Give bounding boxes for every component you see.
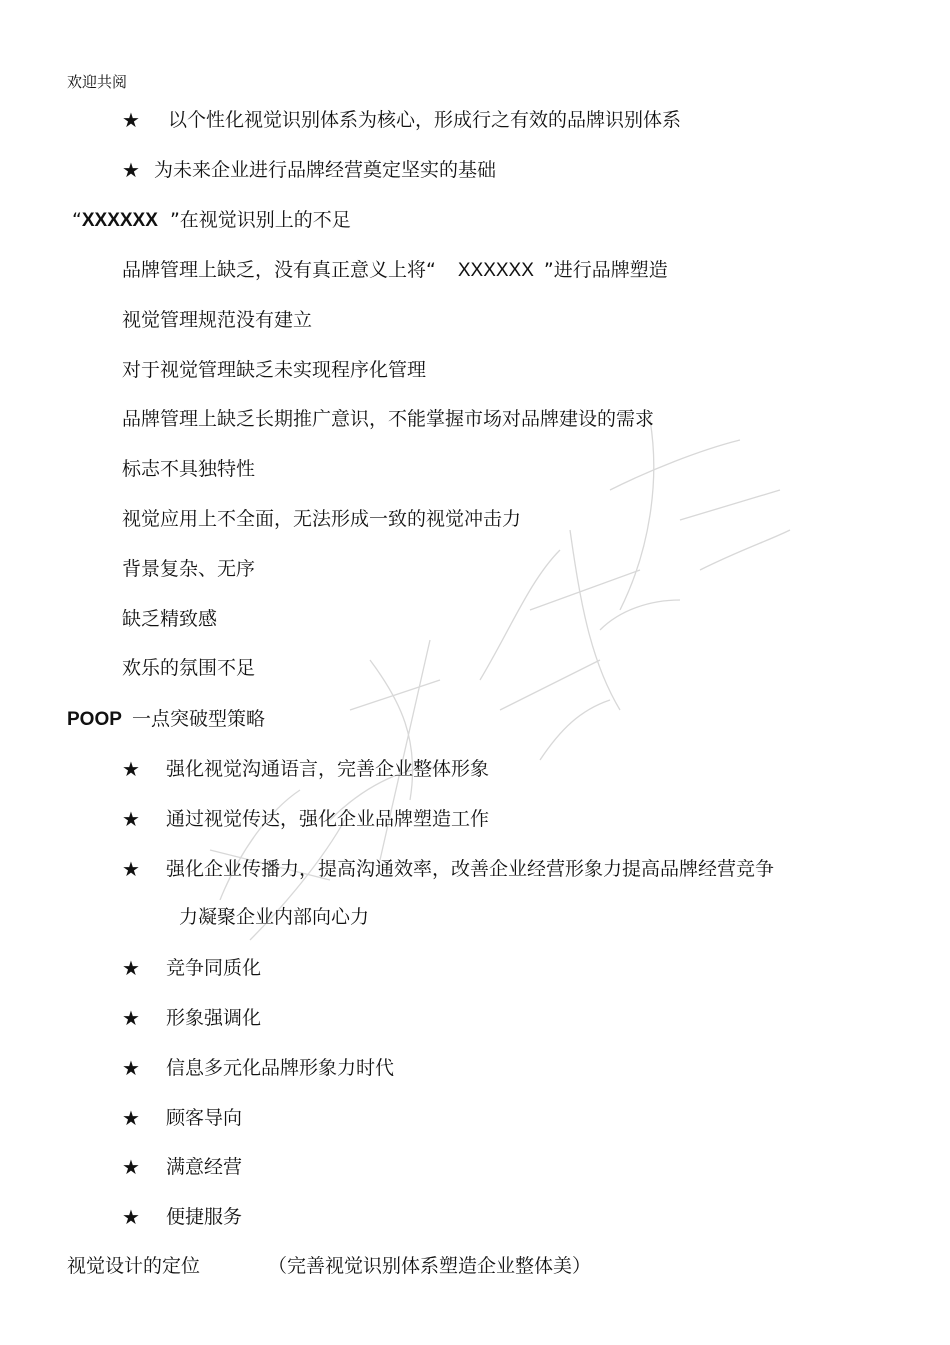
bullet-item: 竞争同质化 <box>166 957 262 979</box>
list-item: 视觉管理规范没有建立 <box>122 309 313 331</box>
star-icon: ★ <box>122 1106 140 1130</box>
heading-rest: 在视觉识别上的不足 <box>179 209 351 231</box>
bullet-item: 强化企业传播力，提高沟通效率，改善企业经营形象力提高品牌经营竞争 <box>166 858 775 880</box>
brand-placeholder: POOP <box>67 709 122 730</box>
list-item: 视觉应用上不全面，无法形成一致的视觉冲击力 <box>122 508 522 530</box>
star-icon: ★ <box>122 956 140 980</box>
bullet-item: 顾客导向 <box>166 1107 243 1129</box>
bullet-item: 满意经营 <box>166 1156 243 1178</box>
star-icon: ★ <box>122 158 140 182</box>
section-heading-positioning: 视觉设计的定位 <box>67 1255 201 1277</box>
bullet-item: 信息多元化品牌形象力时代 <box>166 1057 395 1079</box>
star-icon: ★ <box>122 807 140 831</box>
header-text: 欢迎共阅 <box>67 73 128 91</box>
bullet-item: 强化视觉沟通语言，完善企业整体形象 <box>166 758 490 780</box>
bullet-item: 便捷服务 <box>166 1206 243 1228</box>
open-quote: “ <box>72 209 82 231</box>
bullet-item-continuation: 力凝聚企业内部向心力 <box>179 906 370 928</box>
item-text: 品牌管理上缺乏，没有真正意义上将“ <box>122 259 436 281</box>
star-icon: ★ <box>122 1205 140 1229</box>
star-icon: ★ <box>122 1155 140 1179</box>
brand-placeholder: XXXXXX <box>457 260 534 281</box>
star-icon: ★ <box>122 1056 140 1080</box>
list-item: 欢乐的氛围不足 <box>122 657 256 679</box>
star-icon: ★ <box>122 757 140 781</box>
star-icon: ★ <box>122 857 140 881</box>
close-quote: ” <box>169 209 180 231</box>
item-text: ”进行品牌塑造 <box>543 259 668 281</box>
bullet-item: 为未来企业进行品牌经营奠定坚实的基础 <box>154 159 497 181</box>
section-heading-strategy <box>67 707 265 732</box>
bullet-item: 以个性化视觉识别体系为核心，形成行之有效的品牌识别体系 <box>168 109 682 131</box>
list-item: 缺乏精致感 <box>122 608 218 630</box>
heading-rest: 一点突破型策略 <box>131 708 265 730</box>
section-note: （完善视觉识别体系塑造企业整体美） <box>268 1255 592 1277</box>
section-heading-deficiencies <box>72 208 351 233</box>
star-icon: ★ <box>122 108 140 132</box>
star-icon: ★ <box>122 1006 140 1030</box>
list-item: 标志不具独特性 <box>122 458 256 480</box>
brand-placeholder: XXXXXX <box>81 210 158 231</box>
list-item: 对于视觉管理缺乏未实现程序化管理 <box>122 359 427 381</box>
list-item: 品牌管理上缺乏长期推广意识，不能掌握市场对品牌建设的需求 <box>122 408 655 430</box>
list-item: 背景复杂、无序 <box>122 558 256 580</box>
list-item <box>122 258 668 283</box>
bullet-item: 通过视觉传达，强化企业品牌塑造工作 <box>166 808 490 830</box>
bullet-item: 形象强调化 <box>166 1007 262 1029</box>
